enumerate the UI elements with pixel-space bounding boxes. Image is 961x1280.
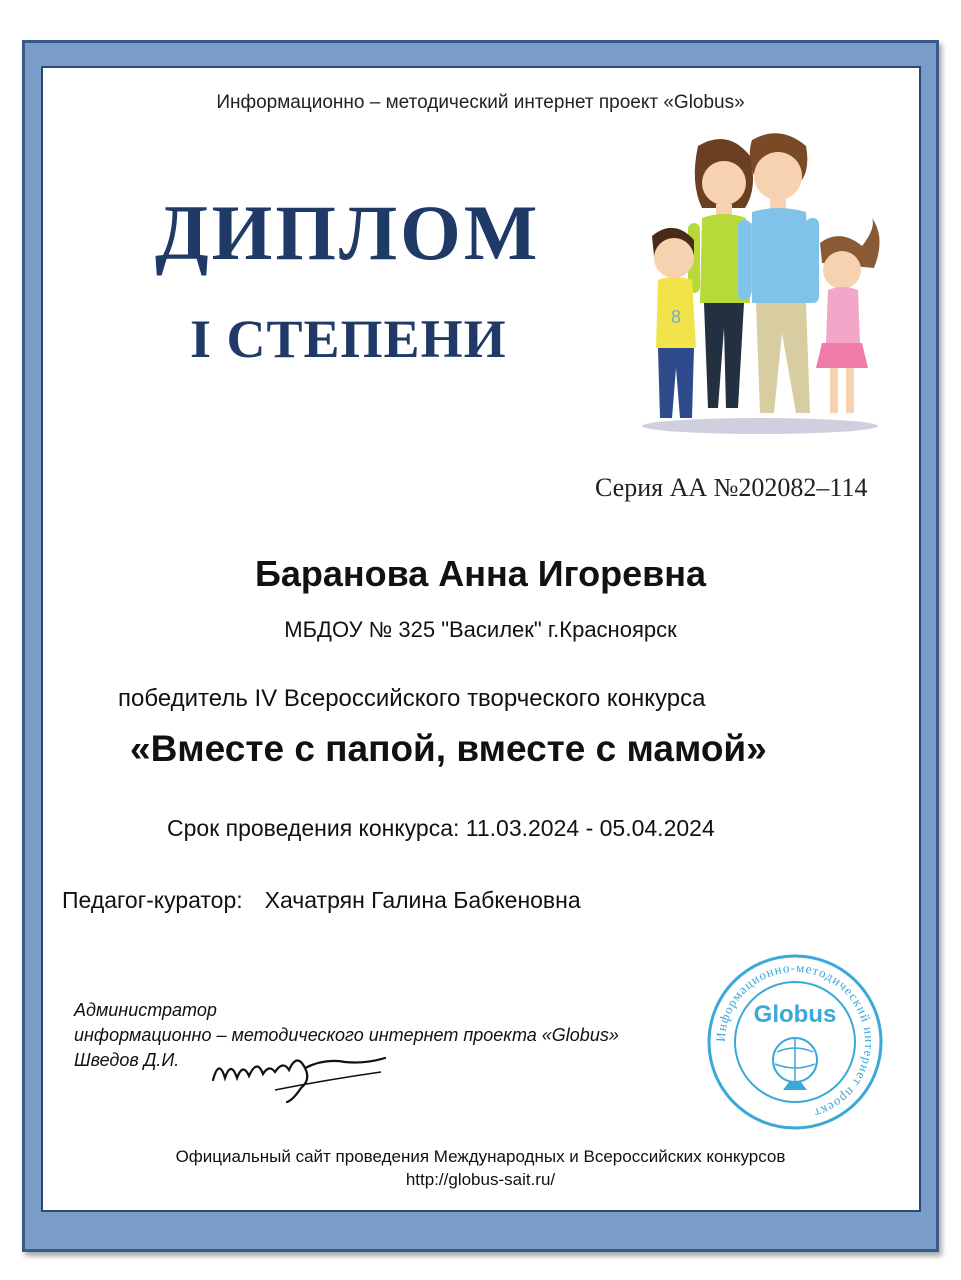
girl-figure: [816, 218, 880, 413]
recipient-organization: МБДОУ № 325 "Василек" г.Красноярск: [284, 617, 677, 642]
contest-dates: Срок проведения конкурса: 11.03.2024 - 05.04.2024: [167, 815, 715, 841]
admin-title: Администратор: [74, 1000, 217, 1020]
boy-figure: [652, 228, 696, 418]
recipient-name: Баранова Анна Игоревна: [254, 553, 707, 594]
admin-project: информационно – методического интернет проекта «Globus»: [74, 1025, 619, 1045]
series-number: Серия АА №202082–114: [595, 473, 868, 502]
svg-text:8: 8: [671, 307, 682, 327]
admin-name: Шведов Д.И.: [74, 1050, 180, 1070]
diploma-title: ДИПЛОМ: [155, 189, 541, 276]
header-text: Информационно – методический интернет проект «Globus»: [216, 92, 745, 113]
diploma-degree: I СТЕПЕНИ: [190, 309, 507, 369]
curator-line: [62, 887, 581, 914]
contest-name: «Вместе с папой, вместе с мамой»: [130, 728, 767, 769]
family-illustration-icon: [640, 128, 880, 438]
curator-label: Педагог-куратор:: [62, 887, 243, 913]
curator-name: Хачатрян Галина Бабкеновна: [264, 887, 581, 913]
footer-url[interactable]: http://globus-sait.ru/: [405, 1170, 556, 1189]
stamp-center-text: Globus: [753, 1001, 837, 1028]
stamp-ring-text: Информационно-методический интернет проект: [712, 959, 878, 1122]
winner-text: победитель IV Всероссийского творческого конкурса: [118, 685, 706, 712]
footer: [0, 1145, 961, 1191]
globus-stamp-icon: [705, 952, 885, 1132]
footer-text: Официальный сайт проведения Международных и Всероссийских конкурсов: [175, 1147, 786, 1166]
signature-icon: [205, 1040, 390, 1105]
